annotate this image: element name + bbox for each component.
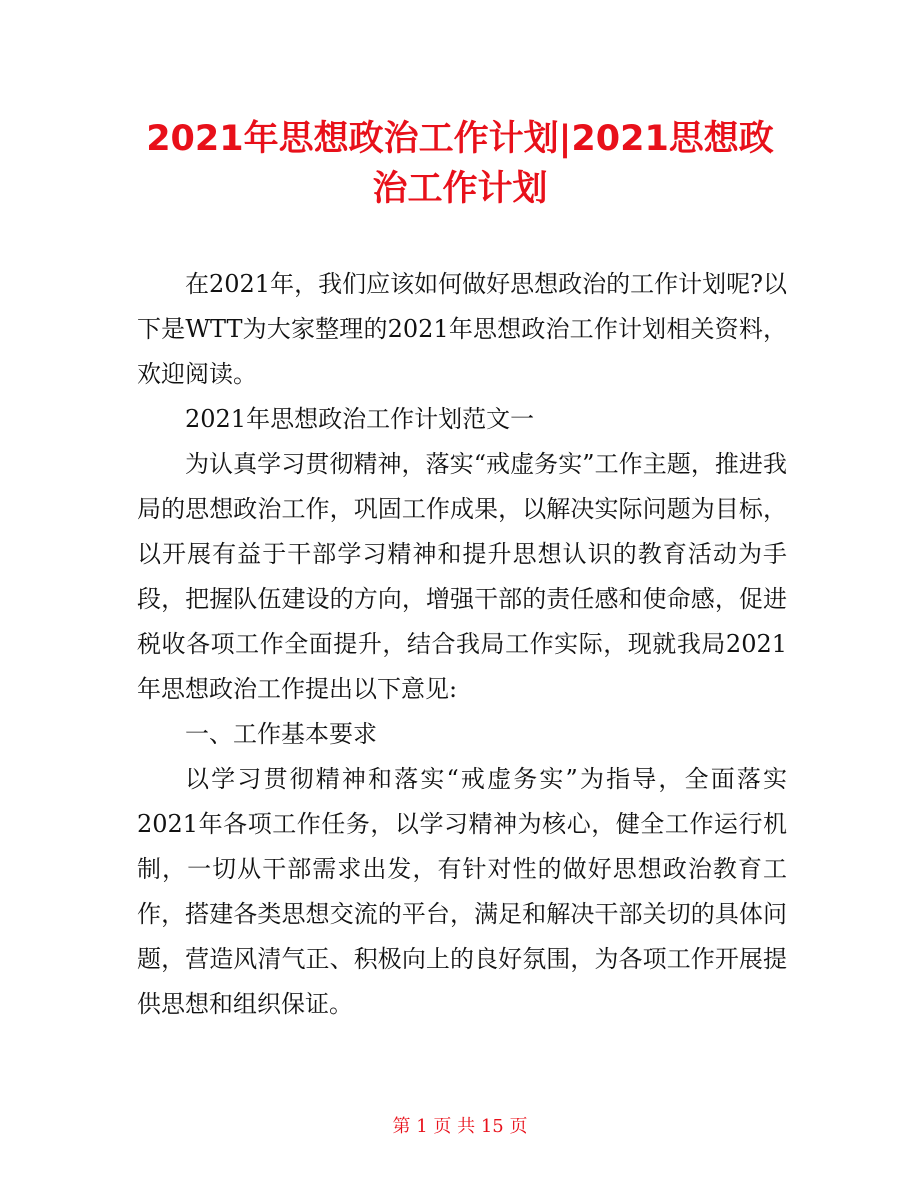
document-body	[137, 262, 787, 1027]
document-title: 2021年思想政治工作计划|2021思想政治工作计划	[146, 119, 774, 209]
section-heading-sample-one: 2021年思想政治工作计划范文一	[185, 405, 535, 433]
page-number-footer: 第 1 页 共 15 页	[392, 1116, 528, 1137]
requirements-paragraph: 以学习贯彻精神和落实“戒虚务实”为指导，全面落实2021年各项工作任务，以学习精神为核心，健全工作运行机制，一切从干部需求出发，有针对性的做好思想政治教育工作，搭建各类思想交流的平台，满足和解决干部关切的具体问题，营造风清气正、积极向上的良好氛围，为各项工作开展提供思想和组织保证。	[137, 765, 787, 1018]
purpose-paragraph: 为认真学习贯彻精神，落实“戒虚务实”工作主题，推进我局的思想政治工作，巩固工作成果，以解决实际问题为目标，以开展有益于干部学习精神和提升思想认识的教育活动为手段，把握队伍建设的方向，增强干部的责任感和使命感，促进税收各项工作全面提升，结合我局工作实际，现就我局2021年思想政治工作提出以下意见:	[137, 450, 787, 703]
intro-paragraph: 在2021年，我们应该如何做好思想政治的工作计划呢?以下是WTT为大家整理的2021年思想政治工作计划相关资料，欢迎阅读。	[137, 270, 787, 388]
section-heading-basic-requirements: 一、工作基本要求	[185, 720, 377, 748]
